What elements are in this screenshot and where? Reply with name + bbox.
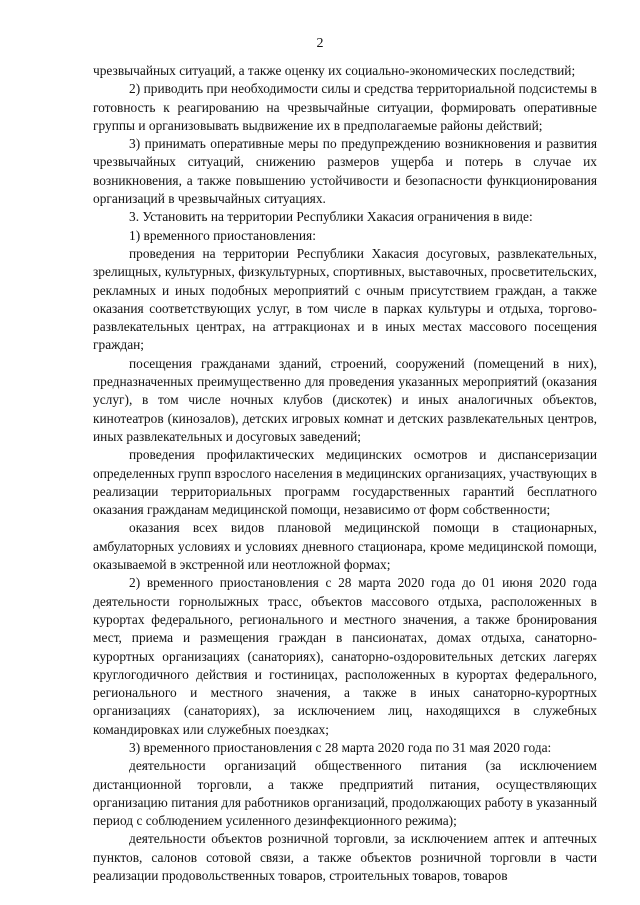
paragraph: чрезвычайных ситуаций, а также оценку их социально-экономических последствий; xyxy=(93,63,576,78)
paragraph: 2) приводить при необходимости силы и средства территориальной подсистемы в готовность к реагированию на чрезвычайные ситуации, формировать оперативные группы и организовывать выдвижение их в предполагаемые районы действий; xyxy=(93,81,597,133)
paragraph: посещения гражданами зданий, строений, сооружений (помещений в них), предназначенных преимущественно для проведения указанных мероприятий (оказания услуг), в том числе ночных клубов (дискотек) и иных аналогичных объектов, кинотеатров (кинозалов), детских игровых комнат и детских развлекательных центров, иных развлекательных и досуговых заведений; xyxy=(93,355,597,444)
paragraph: проведения на территории Республики Хакасия досуговых, развлекательных, зрелищных, культурных, физкультурных, спортивных, выставочных, просветительских, рекламных и иных подобных мероприятий с очным присутствием граждан, а также оказания соответствующих услуг, в том числе в парках культуры и отдыха, торгово-развлекательных центрах, на аттракционах и в иных местах массового посещения граждан; xyxy=(93,245,597,353)
paragraph: 3) принимать оперативные меры по предупреждению возникновения и развития чрезвычайных ситуаций, снижению размеров ущерба и потерь в случае их возникновения, а также повышению устойчивости и безопасности функционирования организаций в чрезвычайных ситуациях. xyxy=(93,136,597,207)
page-number: 2 xyxy=(316,36,324,51)
paragraph: деятельности объектов розничной торговли, за исключением аптек и аптечных пунктов, салонов сотовой связи, а также объектов розничной торговли в части реализации продовольственных товаров, строительных товаров, товаров xyxy=(93,831,597,884)
paragraph: 2) временного приостановления с 28 марта 2020 года до 01 июня 2020 года деятельности горнолыжных трасс, объектов массового отдыха, расположенных в курортах федерального, регионального и местного значения, а также бронирования мест, приема и размещения граждан в пансионатах, домах отдыха, санаторно-курортных организациях (санаториях), санаторно-оздоровительных детских лагерях круглогодичного действия и гостиницах, расположенных в курортах федерального, регионального и местного значения, а также в иных санаторно-курортных организациях (санаториях), за исключением лиц, находящихся в служебных командировках или служебных поездках; xyxy=(93,575,597,737)
document-body xyxy=(93,62,597,885)
paragraph: деятельности организаций общественного питания (за исключением дистанционной торговли, а также предприятий питания, осуществляющих организацию питания для работников организаций, продолжающих работу в указанный период с соблюдением усиленного дезинфекционного режима); xyxy=(93,758,597,829)
paragraph: проведения профилактических медицинских осмотров и диспансеризации определенных групп взрослого населения в медицинских организациях, участвующих в реализации территориальных программ государственных гарантий бесплатного оказания гражданам медицинской помощи, независимо от форм собственности; xyxy=(93,447,597,518)
paragraph: 3. Установить на территории Республики Хакасия ограничения в виде: xyxy=(129,209,533,225)
paragraph: 3) временного приостановления с 28 марта 2020 года по 31 мая 2020 года: xyxy=(129,739,552,755)
paragraph: 1) временного приостановления: xyxy=(129,227,316,243)
paragraph: оказания всех видов плановой медицинской помощи в стационарных, амбулаторных условиях и условиях дневного стационара, кроме медицинской помощи, оказываемой в экстренной или неотложной формах; xyxy=(93,520,597,573)
